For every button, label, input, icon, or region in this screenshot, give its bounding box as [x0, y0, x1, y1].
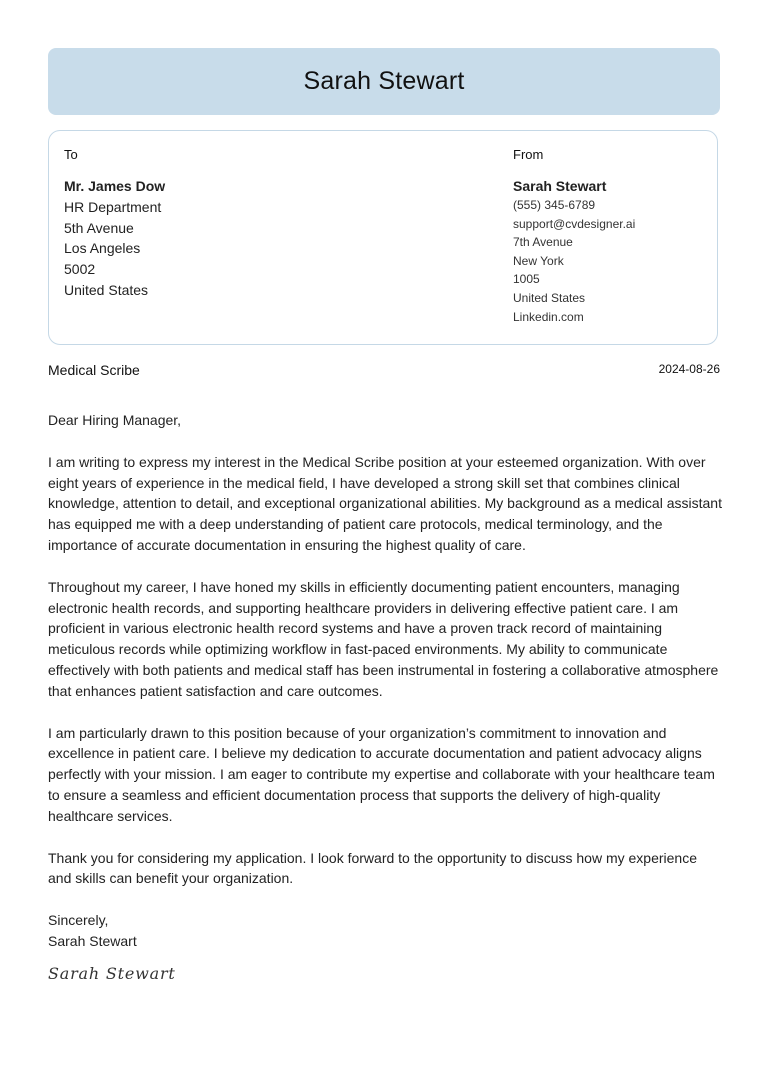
sender-name: Sarah Stewart: [513, 178, 607, 194]
handwritten-signature: Sarah Stewart: [48, 963, 176, 983]
body-paragraph-2: Throughout my career, I have honed my skills in efficiently documenting patient encounters, managing electronic health records, and supporting healthcare providers in delivering effective patient care. I am proficient in various electronic health record systems and have a proven track record of maintaining meticulous records while optimizing workflow in fast-paced environments. My ability to communicate effectively with both patients and medical staff has been instrumental in fostering a collaborative atmosphere that enhances patient satisfaction and care outcomes.: [48, 578, 719, 699]
recipient-postal-code: 5002: [64, 261, 96, 278]
sender-street: 7th Avenue: [513, 235, 573, 250]
letter-date: 2024-08-26: [658, 362, 720, 376]
recipient-block: [64, 147, 165, 301]
sender-postal-code: 1005: [513, 272, 540, 287]
recipient-label: To: [64, 147, 78, 162]
salutation: Dear Hiring Manager,: [48, 412, 182, 428]
signoff-name: Sarah Stewart: [48, 932, 137, 949]
recipient-city: Los Angeles: [64, 240, 141, 257]
address-block: [48, 130, 718, 345]
closing: Sincerely,: [48, 912, 109, 929]
recipient-department: HR Department: [64, 199, 162, 215]
sender-linkedin: Linkedin.com: [513, 309, 584, 324]
recipient-name: Mr. James Dow: [64, 178, 166, 194]
sender-email: support@cvdesigner.ai: [513, 216, 636, 231]
applicant-name: Sarah Stewart: [303, 67, 465, 95]
recipient-street: 5th Avenue: [64, 219, 134, 236]
sender-phone: (555) 345-6789: [513, 198, 596, 212]
position-title: Medical Scribe: [48, 362, 140, 378]
letter-header: [48, 48, 720, 115]
sender-city: New York: [513, 253, 564, 268]
body-paragraph-4: Thank you for considering my application. I look forward to the opportunity to discuss how my experience and skills can benefit your organization.: [48, 849, 697, 887]
body-paragraph-1: I am writing to express my interest in the Medical Scribe position at your esteemed organization. With over eight years of experience in the medical field, I have developed a strong skill set that combines clinical knowledge, attention to detail, and exceptional organizational abilities. My background as a medical assistant has equipped me with a deep understanding of patient care protocols, medical terminology, and the importance of accurate documentation in ensuring the highest quality of care.: [48, 453, 722, 553]
sender-block: [513, 147, 635, 326]
sender-country: United States: [513, 290, 586, 305]
sender-label: From: [513, 147, 544, 162]
body-paragraph-3: I am particularly drawn to this position because of your organization’s commitment to innovation and excellence in patient care. I believe my dedication to accurate documentation and patient advocacy aligns perfectly with your mission. I am eager to contribute my expertise and collaborate with your healthcare team to ensure a seamless and efficient documentation process that supports the delivery of high-quality healthcare services.: [48, 724, 715, 824]
recipient-country: United States: [64, 281, 149, 298]
letter-body: [48, 410, 724, 985]
